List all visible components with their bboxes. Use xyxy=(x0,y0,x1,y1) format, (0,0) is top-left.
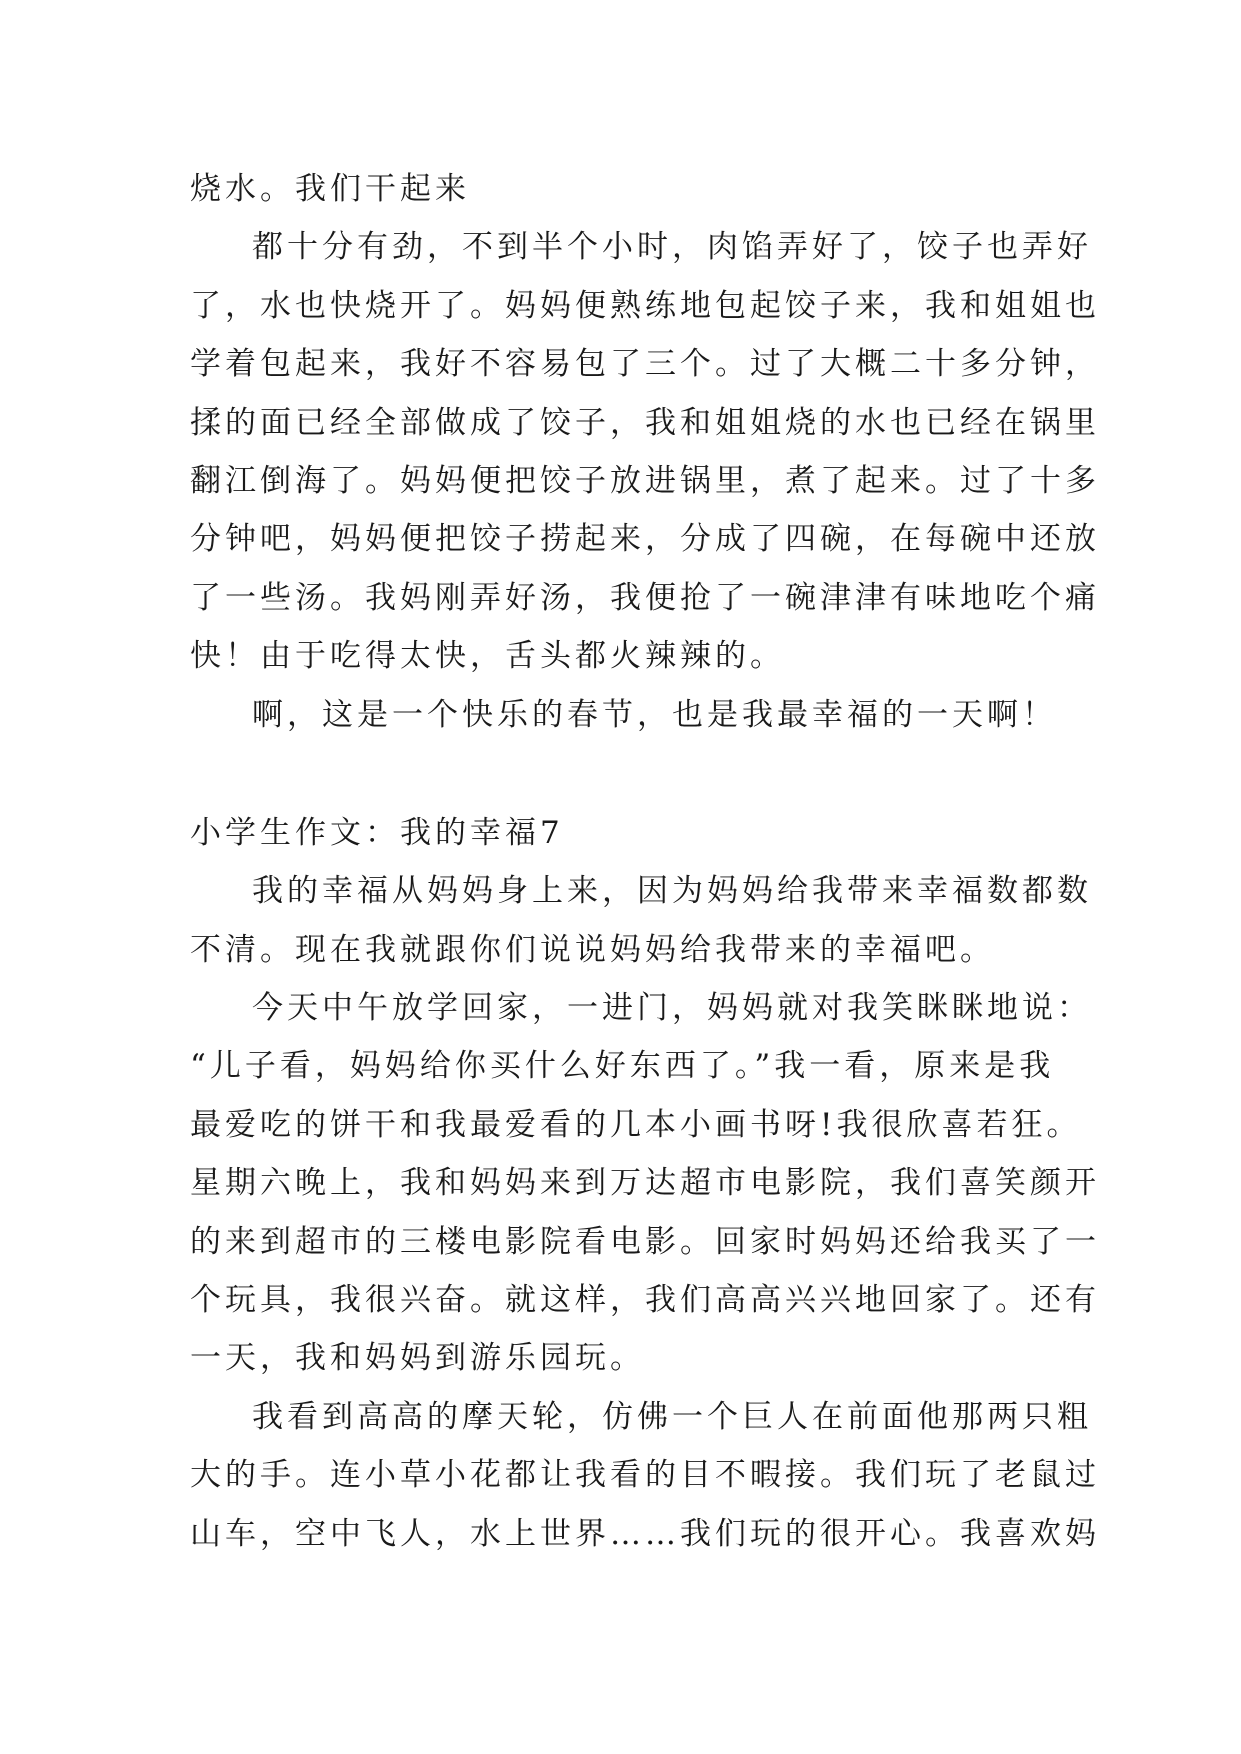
text-line: 都十分有劲，不到半个小时，肉馅弄好了，饺子也弄好 xyxy=(252,229,1092,266)
section-gap xyxy=(190,744,1060,804)
text-line: 的来到超市的三楼电影院看电影。回家时妈妈还给我买了一 xyxy=(190,1223,1100,1260)
text-line: 今天中午放学回家，一进门，妈妈就对我笑眯眯地说： xyxy=(252,990,1092,1027)
text-line: 学着包起来，我好不容易包了三个。过了大概二十多分钟， xyxy=(190,346,1100,383)
text-line: 个玩具，我很兴奋。就这样，我们高高兴兴地回家了。还有 xyxy=(190,1282,1100,1319)
text-line: 了一些汤。我妈刚弄好汤，我便抢了一碗津津有味地吃个痛 xyxy=(190,579,1100,616)
document-page xyxy=(190,160,1100,1563)
text-line: “儿子看，妈妈给你买什么好东西了。”我一看，原来是我 xyxy=(190,1048,1055,1085)
text-line: 揉的面已经全部做成了饺子，我和姐姐烧的水也已经在锅里 xyxy=(190,404,1100,441)
text-line: 分钟吧，妈妈便把饺子捞起来，分成了四碗，在每碗中还放 xyxy=(190,521,1100,558)
text-line: 一天，我和妈妈到游乐园玩。 xyxy=(190,1340,645,1377)
continued-line: 烧水。我们干起来 xyxy=(190,171,470,207)
section-title: 小学生作文：我的幸福7 xyxy=(190,814,564,851)
text-line: 快！由于吃得太快，舌头都火辣辣的。 xyxy=(190,638,785,675)
text-line: 最爱吃的饼干和我最爱看的几本小画书呀!我很欣喜若狂。 xyxy=(190,1106,1082,1143)
text-line: 星期六晚上，我和妈妈来到万达超市电影院，我们喜笑颜开 xyxy=(190,1165,1100,1202)
paragraph xyxy=(190,1388,1100,1563)
paragraph xyxy=(190,862,1092,979)
text-line: 啊，这是一个快乐的春节，也是我最幸福的一天啊！ xyxy=(252,696,1057,733)
text-line: 翻江倒海了。妈妈便把饺子放进锅里，煮了起来。过了十多 xyxy=(190,462,1100,499)
paragraph xyxy=(190,686,1060,744)
text-line: 我看到高高的摩天轮，仿佛一个巨人在前面他那两只粗 xyxy=(252,1398,1092,1435)
text-line: 大的手。连小草小花都让我看的目不暇接。我们玩了老鼠过 xyxy=(190,1457,1100,1494)
paragraph xyxy=(190,218,1100,685)
text-line: 了，水也快烧开了。妈妈便熟练地包起饺子来，我和姐姐也 xyxy=(190,287,1100,324)
text-line: 我的幸福从妈妈身上来，因为妈妈给我带来幸福数都数 xyxy=(252,873,1092,910)
text-line: 山车，空中飞人，水上世界……我们玩的很开心。我喜欢妈 xyxy=(190,1515,1100,1552)
paragraph xyxy=(190,979,1100,1388)
text-line: 不清。现在我就跟你们说说妈妈给我带来的幸福吧。 xyxy=(190,931,995,968)
